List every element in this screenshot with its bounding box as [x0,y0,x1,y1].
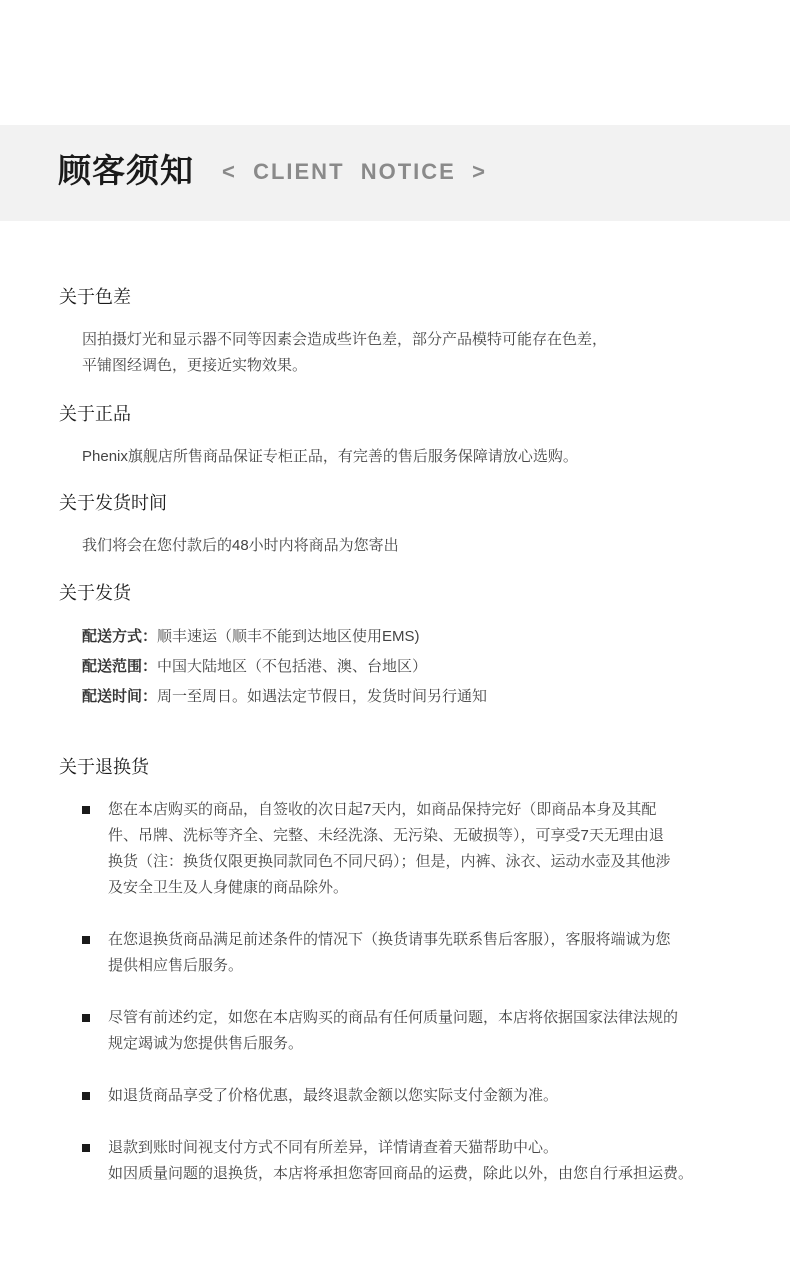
text-line: 尽管有前述约定，如您在本店购买的商品有任何质量问题，本店将依据国家法律法规的 [108,1009,679,1026]
bullet-icon [82,1144,90,1152]
text-line: 换货（注：换货仅限更换同款同色不同尺码）；但是，内裤、泳衣、运动水壶及其他涉 [108,853,671,870]
list-item [82,797,722,901]
text-line: 提供相应售后服务。 [108,957,244,974]
text-line: 我们将会在您付款后的48小时内将商品为您寄出 [82,537,399,554]
section-body-genuine [82,444,578,470]
list-item [82,1083,722,1109]
bullet-icon [82,806,90,814]
row-value: 周一至周日。如遇法定节假日，发货时间另行通知 [157,688,488,705]
section-title-color: 关于色差 [59,287,131,307]
section-body-ship-time [82,533,399,559]
text-line: 规定竭诚为您提供售后服务。 [108,1035,304,1052]
section-title-returns: 关于退换货 [59,757,149,777]
bullet-icon [82,936,90,944]
shipping-row-method [82,626,420,648]
list-item [82,1005,722,1057]
page-title: 顾客须知 [58,152,194,189]
text-line: 及安全卫生及人身健康的商品除外。 [108,879,349,896]
row-key: 配送方式： [82,628,158,645]
row-key: 配送范围： [82,658,158,675]
bullet-icon [82,1092,90,1100]
section-title-shipping: 关于发货 [59,583,131,603]
page-subtitle: < CLIENT NOTICE > [222,159,487,184]
text-line: 如退货商品享受了价格优惠，最终退款金额以您实际支付金额为准。 [108,1087,559,1104]
list-item [82,1135,722,1187]
section-title-ship-time: 关于发货时间 [59,493,167,513]
text-line: 退款到账时间视支付方式不同有所差异，详情请查着天猫帮助中心。 [108,1139,559,1156]
text-line: Phenix旗舰店所售商品保证专柜正品，有完善的售后服务保障请放心选购。 [82,448,578,465]
shipping-row-range [82,656,427,678]
row-key: 配送时间： [82,688,158,705]
row-value: 顺丰速运（顺丰不能到达地区使用EMS) [157,628,420,645]
bullet-icon [82,1014,90,1022]
shipping-row-time [82,686,487,708]
row-value: 中国大陆地区（不包括港、澳、台地区） [157,658,428,675]
list-item [82,927,722,979]
text-line: 平铺图经调色，更接近实物效果。 [82,357,308,374]
section-title-genuine: 关于正品 [59,404,131,424]
section-body-color [82,327,607,379]
text-line: 如因质量问题的退换货，本店将承担您寄回商品的运费，除此以外，由您自行承担运费。 [108,1165,694,1182]
text-line: 因拍摄灯光和显示器不同等因素会造成些许色差，部分产品模特可能存在色差， [82,331,608,348]
text-line: 在您退换货商品满足前述条件的情况下（换货请事先联系售后客服），客服将端诚为您 [108,931,671,948]
text-line: 件、吊牌、洗标等齐全、完整、未经洗涤、无污染、无破损等），可享受7天无理由退 [108,827,664,844]
text-line: 您在本店购买的商品，自签收的次日起7天内，如商品保持完好（即商品本身及其配 [108,801,657,818]
